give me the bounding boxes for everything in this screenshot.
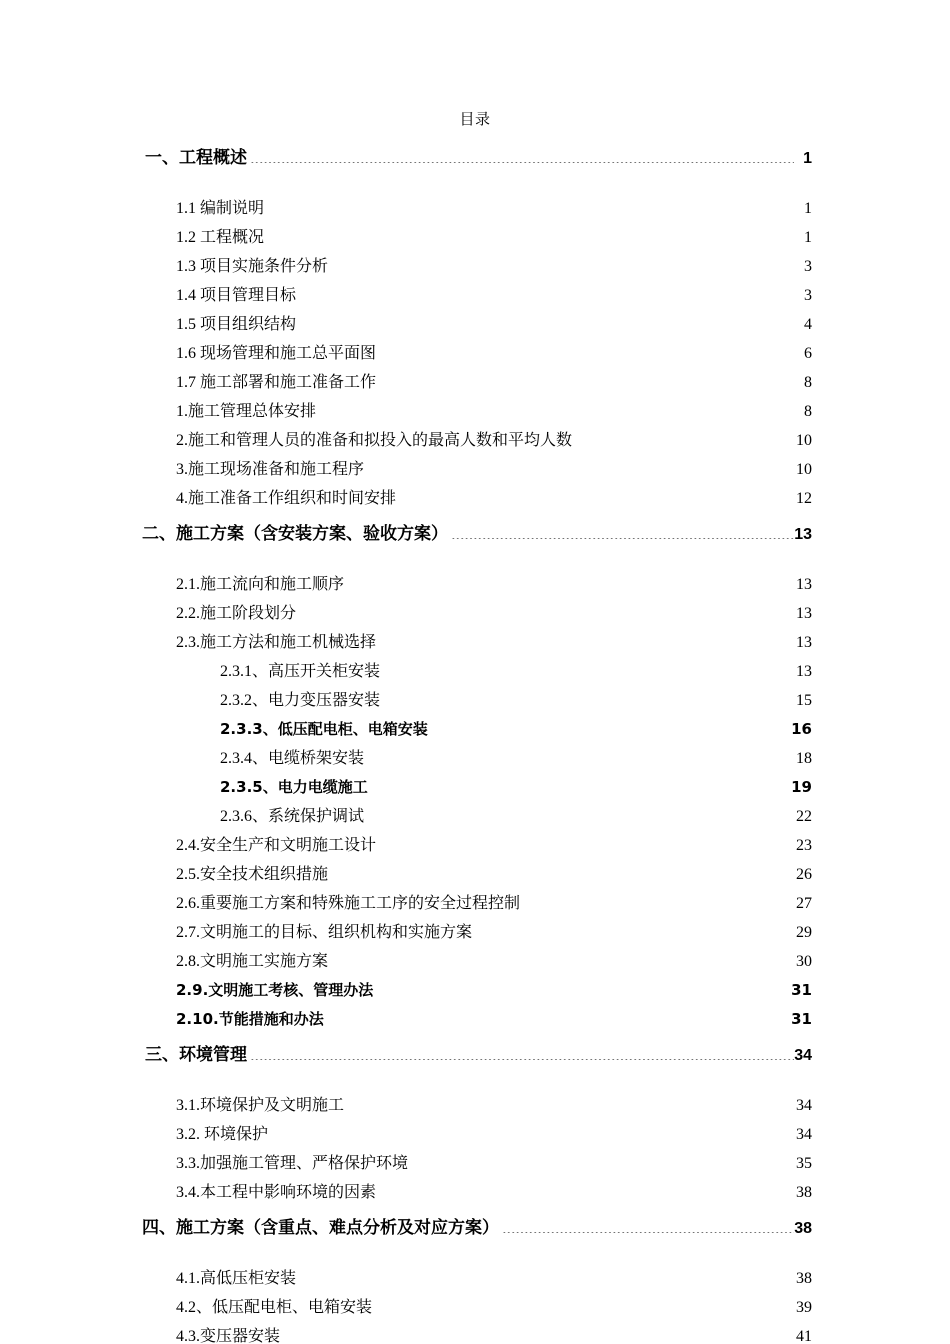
toc-entry-e-4-2[interactable]	[0, 1293, 950, 1322]
toc-entry-label: 2.3.4、电缆桥架安装	[220, 750, 368, 767]
toc-entry-e-2-3-4[interactable]	[0, 744, 950, 773]
dot-leader	[271, 1123, 794, 1139]
page-title: 目录	[459, 112, 491, 128]
toc-entry-label: 3.4.本工程中影响环境的因素	[176, 1184, 380, 1201]
toc-entry-page-number: 13	[796, 663, 812, 680]
toc-entry-page-number: 39	[796, 1299, 812, 1316]
toc-entry-page-number: 13	[796, 605, 812, 622]
toc-entry-e-2-6[interactable]	[0, 889, 950, 918]
toc-entry-page-number: 30	[796, 953, 812, 970]
toc-entry-label: 四、施工方案（含重点、难点分析及对应方案）	[142, 1218, 503, 1238]
dot-leader	[375, 1296, 794, 1312]
toc-entry-e-1-3[interactable]	[0, 252, 950, 281]
toc-entry-label: 1.7 施工部署和施工准备工作	[176, 374, 380, 391]
toc-entry-label: 2.3.6、系统保护调试	[220, 808, 368, 825]
toc-entry-e-2-8[interactable]	[0, 947, 950, 976]
toc-entry-page-number: 22	[796, 808, 812, 825]
toc-entry-label: 1.1 编制说明	[176, 200, 268, 217]
toc-entry-label: 2.3.2、电力变压器安装	[220, 692, 384, 709]
section-spacer	[0, 173, 950, 194]
toc-entry-label: 2.3.1、高压开关柜安装	[220, 663, 384, 680]
toc-entry-page-number: 34	[794, 1047, 812, 1064]
toc-entry-page-number: 19	[791, 778, 812, 796]
toc-entry-e-1-1[interactable]	[0, 194, 950, 223]
toc-entry-label: 4.3.变压器安装	[176, 1328, 284, 1344]
dot-leader	[379, 1181, 794, 1197]
toc-entry-label: 1.5 项目组织结构	[176, 316, 300, 333]
dot-leader	[250, 146, 794, 163]
toc-entry-page-number: 38	[794, 1220, 812, 1237]
toc-entry-page-number: 35	[796, 1155, 812, 1172]
toc-entry-page-number: 13	[796, 634, 812, 651]
toc-entry-page-number: 31	[791, 981, 812, 999]
toc-entry-page-number: 10	[796, 461, 812, 478]
dot-leader	[299, 313, 794, 329]
toc-entry-e-3-4[interactable]	[0, 1178, 950, 1207]
toc-entry-label: 3.3.加强施工管理、严格保护环境	[176, 1155, 412, 1172]
dot-leader	[331, 255, 794, 271]
toc-entry-e-2-4[interactable]	[0, 831, 950, 860]
toc-entry-page-number: 27	[796, 895, 812, 912]
toc-entry-label: 2.1.施工流向和施工顺序	[176, 576, 348, 593]
toc-entry-h1-4[interactable]	[0, 1213, 950, 1243]
dot-leader	[502, 1216, 794, 1233]
dot-leader	[399, 487, 794, 503]
toc-entry-e-1-8[interactable]	[0, 397, 950, 426]
toc-entry-e-3-1[interactable]	[0, 1091, 950, 1120]
toc-entry-h1-2[interactable]	[0, 519, 950, 549]
toc-entry-label: 3.2. 环境保护	[176, 1126, 272, 1143]
dot-leader	[367, 805, 794, 821]
toc-entry-e-2-3-2[interactable]	[0, 686, 950, 715]
toc-entry-page-number: 41	[796, 1328, 812, 1344]
toc-entry-label: 2.7.文明施工的目标、组织机构和实施方案	[176, 924, 476, 941]
toc-entry-page-number: 8	[804, 403, 812, 420]
toc-entry-label: 2.6.重要施工方案和特殊施工工序的安全过程控制	[176, 895, 524, 912]
toc-entry-page-number: 38	[796, 1184, 812, 1201]
dot-leader	[299, 1267, 794, 1283]
dot-leader	[319, 400, 794, 416]
toc-entry-label: 3.1.环境保护及文明施工	[176, 1097, 348, 1114]
toc-entry-e-1-4[interactable]	[0, 281, 950, 310]
toc-entry-label: 4.2、低压配电柜、电箱安装	[176, 1299, 376, 1316]
toc-entry-page-number: 16	[791, 720, 812, 738]
dot-leader	[379, 834, 794, 850]
toc-entry-e-1-7[interactable]	[0, 368, 950, 397]
dot-leader	[267, 226, 794, 242]
toc-entry-label: 4.1.高低压柜安装	[176, 1270, 300, 1287]
toc-entry-page-number: 34	[796, 1097, 812, 1114]
toc-entry-label: 1.4 项目管理目标	[176, 287, 300, 304]
toc-entry-e-2-3[interactable]	[0, 628, 950, 657]
toc-entry-e-2-5[interactable]	[0, 860, 950, 889]
dot-leader	[250, 1043, 794, 1060]
dot-leader	[299, 602, 794, 618]
toc-entry-e-2-2[interactable]	[0, 599, 950, 628]
toc-entry-e-1-9[interactable]	[0, 426, 950, 455]
toc-entry-e-1-10[interactable]	[0, 455, 950, 484]
toc-entry-e-2-7[interactable]	[0, 918, 950, 947]
toc-entry-label: 2.2.施工阶段划分	[176, 605, 300, 622]
toc-entry-e-2-1[interactable]	[0, 570, 950, 599]
toc-entry-e-4-1[interactable]	[0, 1264, 950, 1293]
toc-entry-label: 2.4.安全生产和文明施工设计	[176, 837, 380, 854]
toc-entry-page-number: 4	[804, 316, 812, 333]
section-spacer	[0, 1243, 950, 1264]
toc-entry-label: 1.6 现场管理和施工总平面图	[176, 345, 380, 362]
dot-leader	[299, 284, 794, 300]
toc-entry-e-3-3[interactable]	[0, 1149, 950, 1178]
toc-entry-label: 2.施工和管理人员的准备和拟投入的最高人数和平均人数	[176, 432, 576, 449]
section-spacer	[0, 1070, 950, 1091]
dot-leader	[431, 719, 791, 734]
toc-entry-e-2-3-6[interactable]	[0, 802, 950, 831]
dot-leader	[267, 197, 794, 213]
toc-entry-label: 1.3 项目实施条件分析	[176, 258, 332, 275]
dot-leader	[379, 342, 794, 358]
toc-entry-page-number: 1	[804, 200, 812, 217]
toc-entry-label: 二、施工方案（含安装方案、验收方案）	[142, 524, 452, 544]
toc-entry-label: 4.施工准备工作组织和时间安排	[176, 490, 400, 507]
dot-leader	[383, 660, 794, 676]
toc-entry-label: 2.9.文明施工考核、管理办法	[176, 981, 377, 999]
dot-leader	[411, 1152, 794, 1168]
toc-entry-e-1-2[interactable]	[0, 223, 950, 252]
dot-leader	[379, 631, 794, 647]
dot-leader	[283, 1325, 794, 1341]
dot-leader	[451, 522, 794, 539]
toc-entry-page-number: 38	[796, 1270, 812, 1287]
toc-entry-e-2-10[interactable]	[0, 1005, 950, 1034]
toc-entry-page-number: 1	[804, 229, 812, 246]
toc-entry-page-number: 8	[804, 374, 812, 391]
toc-entry-label: 2.5.安全技术组织措施	[176, 866, 332, 883]
toc-entry-label: 1.施工管理总体安排	[176, 403, 320, 420]
toc-entry-page-number: 3	[804, 287, 812, 304]
toc-entry-page-number: 31	[791, 1010, 812, 1028]
dot-leader	[575, 429, 794, 445]
toc-entry-e-4-3[interactable]	[0, 1322, 950, 1344]
toc-entry-page-number: 10	[796, 432, 812, 449]
toc-entry-label: 2.3.5、电力电缆施工	[220, 778, 371, 796]
toc-entry-label: 2.8.文明施工实施方案	[176, 953, 332, 970]
dot-leader	[383, 689, 794, 705]
dot-leader	[327, 1009, 791, 1024]
toc-entry-page-number: 1	[803, 150, 812, 167]
toc-entry-page-number: 3	[804, 258, 812, 275]
toc-entry-page-number: 29	[796, 924, 812, 941]
toc-entry-page-number: 34	[796, 1126, 812, 1143]
toc-entry-h1-3[interactable]	[0, 1040, 950, 1070]
toc-entry-page-number: 26	[796, 866, 812, 883]
dot-leader	[376, 980, 791, 995]
toc-entry-page-number: 13	[794, 526, 812, 543]
dot-leader	[367, 458, 794, 474]
dot-leader	[367, 747, 794, 763]
toc-entry-e-2-3-1[interactable]	[0, 657, 950, 686]
dot-leader	[379, 371, 794, 387]
dot-leader	[371, 777, 791, 792]
toc-entry-e-1-6[interactable]	[0, 339, 950, 368]
toc-entry-page-number: 23	[796, 837, 812, 854]
dot-leader	[347, 573, 794, 589]
toc-entry-e-1-5[interactable]	[0, 310, 950, 339]
toc-entry-e-1-11[interactable]	[0, 484, 950, 513]
toc-entry-page-number: 6	[804, 345, 812, 362]
table-of-contents	[0, 143, 950, 1344]
toc-entry-e-2-9[interactable]	[0, 976, 950, 1005]
toc-entry-label: 2.10.节能措施和办法	[176, 1010, 327, 1028]
toc-entry-page-number: 18	[796, 750, 812, 767]
dot-leader	[347, 1094, 794, 1110]
dot-leader	[331, 863, 794, 879]
toc-entry-label: 三、环境管理	[145, 1045, 251, 1065]
dot-leader	[475, 921, 794, 937]
dot-leader	[331, 950, 794, 966]
toc-entry-label: 3.施工现场准备和施工程序	[176, 461, 368, 478]
toc-entry-label: 1.2 工程概况	[176, 229, 268, 246]
toc-entry-page-number: 12	[796, 490, 812, 507]
toc-entry-e-2-3-5[interactable]	[0, 773, 950, 802]
toc-entry-label: 一、工程概述	[145, 148, 251, 168]
toc-entry-e-3-2[interactable]	[0, 1120, 950, 1149]
dot-leader	[523, 892, 794, 908]
toc-entry-label: 2.3.3、低压配电柜、电箱安装	[220, 720, 431, 738]
toc-entry-label: 2.3.施工方法和施工机械选择	[176, 634, 380, 651]
toc-entry-e-2-3-3[interactable]	[0, 715, 950, 744]
toc-entry-page-number: 15	[796, 692, 812, 709]
section-spacer	[0, 549, 950, 570]
toc-entry-h1-1[interactable]	[0, 143, 950, 173]
toc-entry-page-number: 13	[796, 576, 812, 593]
